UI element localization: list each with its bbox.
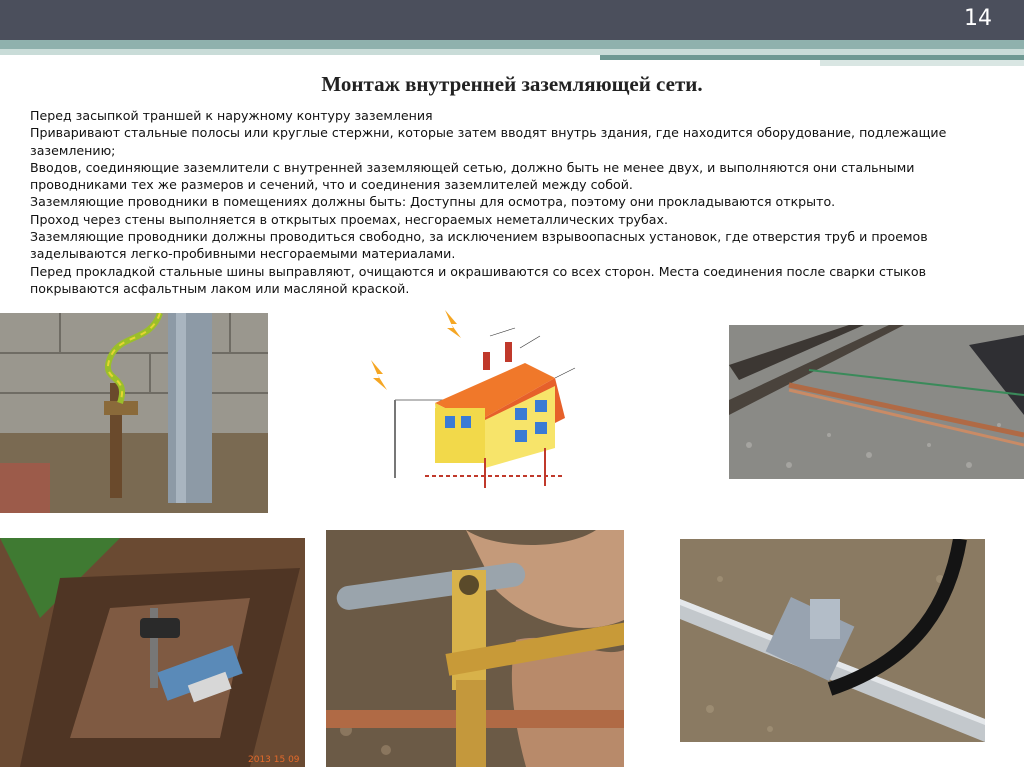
grounding-rod-photo [0, 313, 268, 513]
slide-title: Монтаж внутренней заземляющей сети. [321, 72, 703, 96]
paragraph: Приваривают стальные полосы или круглые стержни, которые затем вводят внутрь здания, где находится оборудование, подлежащие заземлению; [30, 125, 947, 158]
photo-date-stamp: 2013 15 09 [248, 755, 300, 765]
paragraph: Перед прокладкой стальные шины выправляют, очищаются и окрашиваются со всех сторон. Места соединения после сварки стыков покрываются асфальтным лаком или масляной краской. [30, 263, 926, 296]
clamp-wrench-photo [326, 530, 624, 767]
house-grounding-diagram [365, 308, 587, 498]
trench-grounding-photo [0, 538, 305, 767]
decor-stripe [820, 60, 1024, 66]
top-bar [0, 0, 1024, 40]
slide-number: 14 [964, 6, 992, 31]
paragraph: Заземляющие проводники в помещениях должны быть: Доступны для осмотра, поэтому они прокладываются открыто. [30, 194, 836, 210]
paragraph: Заземляющие проводники должны проводиться свободно, за исключением взрывоопасных установок, где отверстия труб и проемов заделываются легко-пробивными несгораемыми материалами. [30, 229, 928, 262]
paragraph: Перед засыпкой траншей к наружному контуру заземления [30, 108, 433, 123]
body-text [30, 107, 980, 297]
paragraph: Проход через стены выполняется в открытых проемах, несгораемых неметаллических трубах. [30, 211, 668, 227]
paragraph: Вводов, соединяющие заземлители с внутренней заземляющей сетью, должно быть не менее двух, и выполняются они стальными проводниками тех же размеров и сечений, что и соединения заземлителей между собой. [30, 159, 915, 193]
decor-stripe [0, 40, 1024, 49]
strip-cable-photo [680, 539, 985, 742]
rail-grounding-photo [729, 325, 1024, 479]
